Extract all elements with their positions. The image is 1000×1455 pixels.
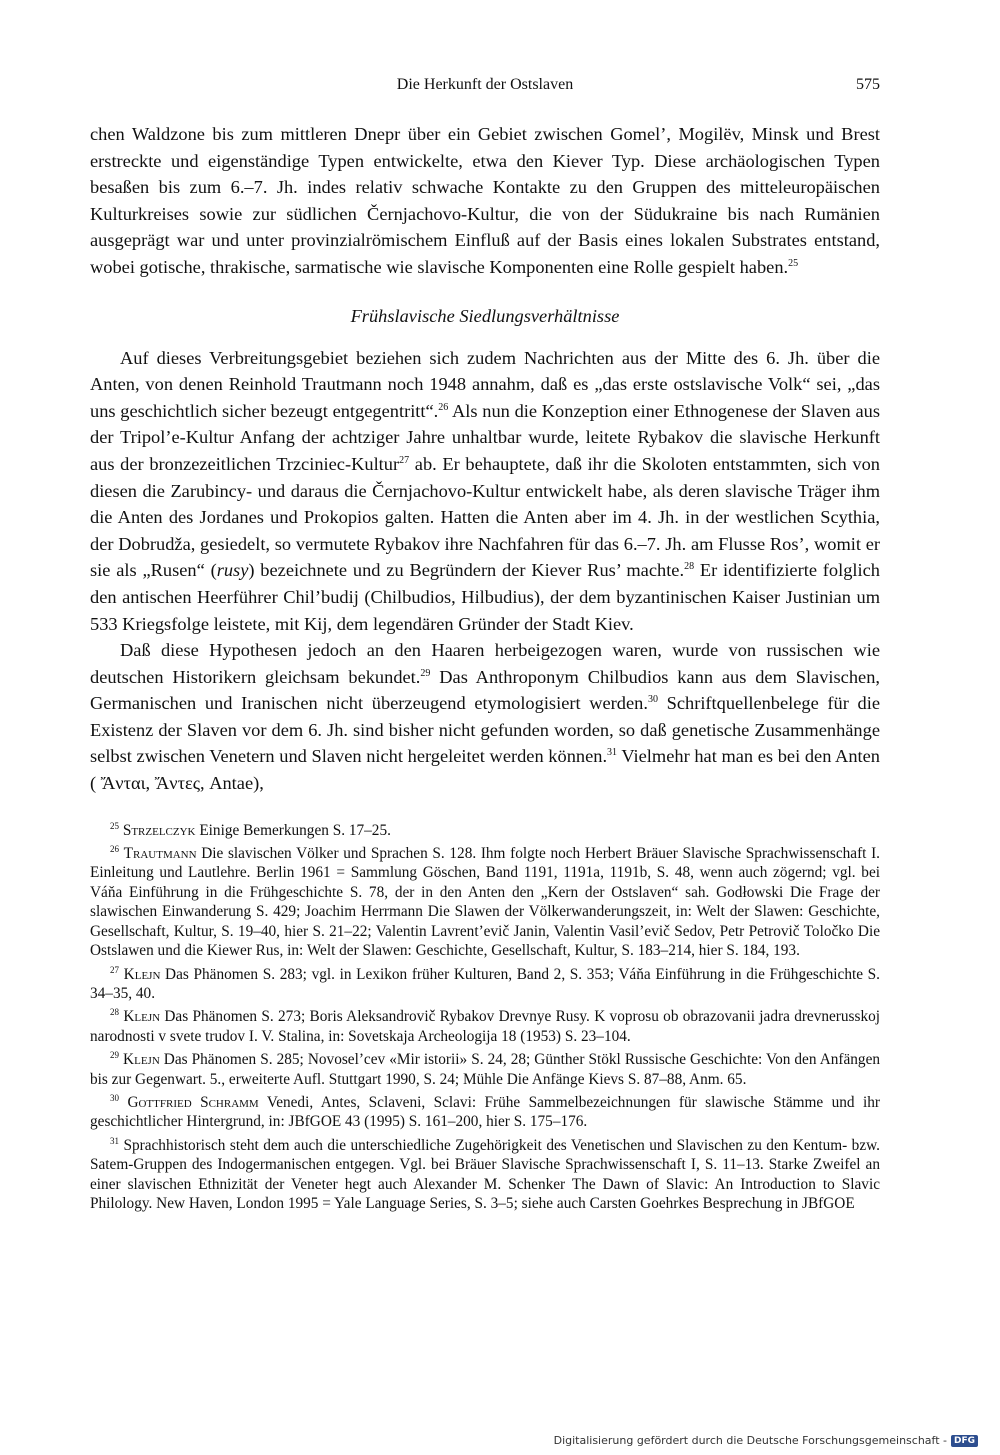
footnote [90,1136,880,1214]
footnote-ref[interactable]: 27 [399,454,410,466]
footnotes [90,821,880,1214]
footnote-ref[interactable]: 25 [788,257,799,269]
paragraph-text: Vielmehr hat man es bei den Anten ( Ἄνται, Ἄντες, Antae), [90,746,880,794]
footnote-author: Strzelczyk [122,821,196,839]
footnote-author: Klejn [123,1008,161,1026]
footnote [90,1007,880,1046]
book-page [90,70,880,1217]
footnote-author: Klejn [123,1051,160,1069]
footnote-ref[interactable]: 30 [647,694,658,706]
footnote [90,844,880,960]
paragraph-text: Er identifizierte folglich den antischen Heerführer Chil’budij (Chilbudios, Hilbudius), der dem byzantinischen Kaiser Justinian um 533 Kriegsfolge leistete, mit Kij, dem legendären Gründer der Stadt Kiev. [90,560,880,634]
footnote-number: 26 [110,844,119,855]
footnote-text: Das Phänomen S. 273; Boris Aleksandrovič Rybakov Drevnye Rusy. K voprosu ob obrazovanii jadra drevnerusskoj narodnosti v svete trudov I. V. Stalina, in: Sovetskaja Archeologija 18 (1953) S. 23–104. [90,1008,881,1045]
digitization-credit [554,1434,978,1447]
footnote-author: Klejn [123,965,161,983]
footnote [90,821,880,840]
footnote-text: Das Phänomen S. 283; vgl. in Lexikon früher Kulturen, Band 2, S. 353; Váňa Einführung in die Frühgeschichte S. 34–35, 40. [90,965,881,1002]
section-heading: Frühslavische Siedlungsverhältnisse [350,305,620,326]
paragraph-text: Das Anthroponym Chilbudios kann aus dem Slavischen, Germanischen und Iranischen nicht überzeugend etymologisiert werden. [90,666,880,714]
footnote-number: 31 [110,1135,119,1146]
page-number: 575 [856,76,880,93]
footnote-text: Venedi, Antes, Sclaveni, Sclavi: Frühe Sammelbezeichnungen für slawische Stämme und ihr geschichtlicher Hintergrund, in: JBfGOE 43 (1995) S. 161–200, hier S. 175–176. [90,1093,880,1131]
body-text [90,121,880,797]
paragraph-text: chen Waldzone bis zum mittleren Dnepr über ein Gebiet zwischen Gomel’, Mogilëv, Minsk und Brest erstreckte und eigenständige Typen entwickelte, etwa den Kiever Typ. Diese archäologischen Typen besaßen bis zum 6.–7. Jh. indes relativ schwache Kontakte zu den Gruppen des mitteleuropäischen Kulturkreises sowie zur südlichen Černjachovo-Kultur, die von der Südukraine bis nach Rumänien ausgeprägt war und unter provinzialrömischem Einfluß auf der Basis eines lokalen Substrates entstand, wobei gotische, thrakische, sarmatische wie slavische Komponenten eine Rolle gespielt haben. [90,124,880,277]
paragraph-text: Auf dieses Verbreitungsgebiet beziehen sich zudem Nachrichten aus der Mitte des 6. Jh. über die Anten, von denen Reinhold Trautmann noch 1948 annahm, daß es „das erste ostslavische Volk“ sei, „das uns geschichtlich sicher bezeugt entgegentritt“. [90,347,880,421]
footnote-ref[interactable]: 29 [420,667,431,679]
paragraph-text: Daß diese Hypothesen jedoch an den Haaren herbeigezogen waren, wurde von russischen wie deutschen Historikern gleichsam bekundet. [90,640,880,687]
footnote-number: 25 [110,820,119,831]
footnote [90,1093,880,1132]
footnote-text: Einige Bemerkungen S. 17–25. [195,821,391,839]
footnote-number: 27 [110,964,119,975]
paragraph-text: Als nun die Konzeption einer Ethnogenese der Slaven aus der Tripol’e-Kultur Anfang der achtziger Jahre unhaltbar wurde, leitete Rybakov die slavische Herkunft aus der bronzezeitlichen Trzciniec-Kultur [90,400,880,474]
paragraph [90,345,880,638]
footnote-number: 28 [110,1007,119,1018]
paragraph-text: ab. Er behauptete, daß ihr die Skoloten entstammten, sich von diesen die Zarubincy- und daraus die Černjachovo-Kultur entwickelt habe, als deren slavische Träger ihm die Anten des Jordanes und Prokopios galten. Hatten die Anten aber im 4. Jh. in der westlichen Scythia, der Dobrudža, gesiedelt, so vermutete Rybakov ihre Nachfahren für das 6.–7. Jh. am Flusse Ros’, womit er sie als „Rusen“ ( [90,453,880,581]
paragraph [90,121,880,281]
emphasis: rusy [216,560,249,581]
running-title: Die Herkunft der Ostslaven [396,76,574,93]
footnote-ref[interactable]: 31 [607,747,618,759]
dfg-logo-icon: DFG [951,1435,978,1447]
footnote-number: 29 [110,1050,119,1061]
credit-text: Digitalisierung gefördert durch die Deutsche Forschungsgemeinschaft - [553,1434,947,1447]
footnote-ref[interactable]: 26 [438,401,449,413]
footnote [90,1050,880,1089]
footnote [90,965,880,1004]
footnote-ref[interactable]: 28 [684,561,695,573]
footnote-author: Trautmann [123,845,197,863]
running-head [90,70,880,100]
footnote-number: 30 [110,1092,119,1103]
paragraph [90,637,880,797]
paragraph-text: ) bezeichnete und zu Begründern der Kiever Rus’ machte. [248,560,685,581]
footnote-author: Gottfried Schramm [127,1093,259,1111]
footnote-text: Die slavischen Völker und Sprachen S. 128. Ihm folgte noch Herbert Bräuer Slavische Sprachwissenschaft I. Einleitung und Lautlehre. Berlin 1961 = Sammlung Göschen, Band 1191, 1191a, 1191b, S. 48, wenn auch zögernd; vgl. bei Váňa Einführung in die Frühgeschichte S. 78, der in den Anten den „Kern der Ostslaven“ sah. Godłowski Die Frage der slawischen Einwanderung S. 429; Joachim Herrmann Die Slawen der Völkerwanderungszeit, in: Welt der Slawen: Geschichte, Gesellschaft, Kultur, S. 19–40, hier S. 21–22; Valentin Lavrent’evič Janin, Valentin Vasil’evič Sedov, Petr Petrovič Toločko Die Ostslawen und die Kiewer Rus, in: Welt der Slawen: Geschichte, Gesellschaft, Kultur, S. 183–214, hier S. 184, 193. [90,845,881,960]
paragraph-text: Schriftquellenbelege für die Existenz der Slaven vor dem 6. Jh. sind bisher nicht gefunden worden, so daß genetische Zusammenhänge selbst zwischen Venetern und Slaven nicht hergeleitet werden können. [90,693,880,767]
footnote-text: Sprachhistorisch steht dem auch die unterschiedliche Zugehörigkeit des Venetischen und Slavischen zu den Kentum- bzw. Satem-Gruppen des Indogermanischen entgegen. Vgl. bei Bräuer Slavische Sprachwissenschaft I, S. 11–13. Starke Zweifel an einer slavischen Ethnizität der Veneter hegt auch Alexander M. Schenker The Dawn of Slavic: An Introduction to Slavic Philology. New Haven, London 1995 = Yale Language Series, S. 3–5; siehe auch Carsten Goehrkes Besprechung in JBfGOE [90,1136,880,1212]
footnote-text: Das Phänomen S. 285; Novosel’cev «Mir istorii» S. 24, 28; Günther Stökl Russische Geschichte: Von den Anfängen bis zur Gegenwart. 5., erweiterte Aufl. Stuttgart 1990, S. 24; Mühle Die Anfänge Kievs S. 87–88, Anm. 65. [90,1051,881,1088]
